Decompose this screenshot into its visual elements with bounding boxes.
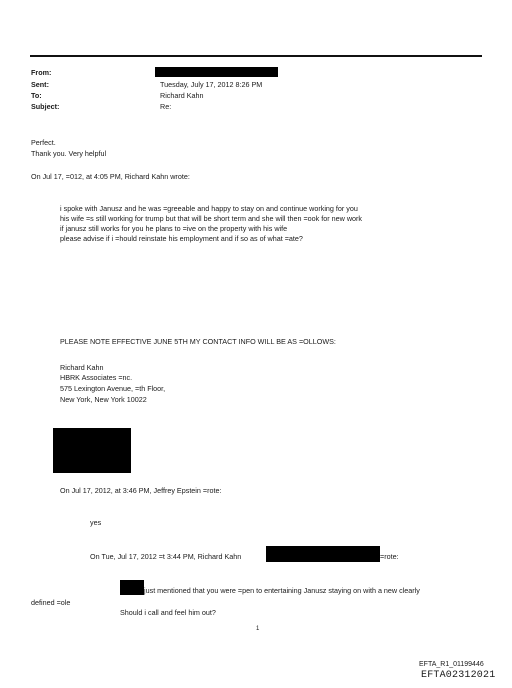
sent-value: Tuesday, July 17, 2012 8:26 PM bbox=[160, 80, 263, 89]
quote3-defined: defined =ole bbox=[31, 598, 71, 607]
quote3-line-1: just mentioned that you were =pen to entertaining Janusz staying on with a new clearly bbox=[144, 586, 420, 595]
from-label: From: bbox=[31, 68, 52, 77]
quote1-line-1: i spoke with Janusz and he was =greeable and happy to stay on and continue working for you bbox=[60, 204, 358, 213]
to-label: To: bbox=[31, 91, 42, 100]
quote2-body: yes bbox=[90, 518, 102, 527]
quote1-line-4: please advise if i =hould reinstate his employment and if so as of what =ate? bbox=[60, 234, 303, 243]
reply-line-1: Perfect. bbox=[31, 138, 56, 147]
subject-label: Subject: bbox=[31, 102, 60, 111]
contact-city: New York, New York 10022 bbox=[60, 395, 147, 404]
reply-line-2: Thank you. Very helpful bbox=[31, 149, 107, 158]
email-redaction bbox=[266, 546, 380, 562]
quote1-line-3: if janusz still works for you he plans to =ive on the property with his wife bbox=[60, 224, 288, 233]
quote1-line-2: his wife =s still working for trump but that will be short term and she will then =ook for new work bbox=[60, 214, 363, 223]
footer-id-1: EFTA_R1_01199446 bbox=[419, 661, 484, 668]
quote3-header-right: =rote: bbox=[380, 552, 399, 561]
quote2-header: On Jul 17, 2012, at 3:46 PM, Jeffrey Epstein =rote: bbox=[60, 486, 222, 495]
sent-label: Sent: bbox=[31, 80, 49, 89]
to-value: Richard Kahn bbox=[160, 91, 204, 100]
signature-redaction bbox=[53, 428, 131, 473]
contact-name: Richard Kahn bbox=[60, 363, 104, 372]
header-rule bbox=[30, 55, 482, 57]
quote1-header: On Jul 17, =012, at 4:05 PM, Richard Kahn wrote: bbox=[31, 172, 190, 181]
contact-notice: PLEASE NOTE EFFECTIVE JUNE 5TH MY CONTACT INFO WILL BE AS =OLLOWS: bbox=[60, 337, 336, 346]
footer-id-2: EFTA02312021 bbox=[421, 670, 496, 681]
quote3-header-left: On Tue, Jul 17, 2012 =t 3:44 PM, Richard Kahn bbox=[90, 552, 242, 561]
from-redaction bbox=[155, 67, 278, 77]
name-redaction bbox=[120, 580, 144, 595]
contact-address: 575 Lexington Avenue, =th Floor, bbox=[60, 384, 166, 393]
subject-value: Re: bbox=[160, 102, 172, 111]
page-number: 1 bbox=[256, 626, 260, 632]
quote3-line-2: Should i call and feel him out? bbox=[120, 608, 216, 617]
contact-company: HBRK Associates =nc. bbox=[60, 373, 133, 382]
